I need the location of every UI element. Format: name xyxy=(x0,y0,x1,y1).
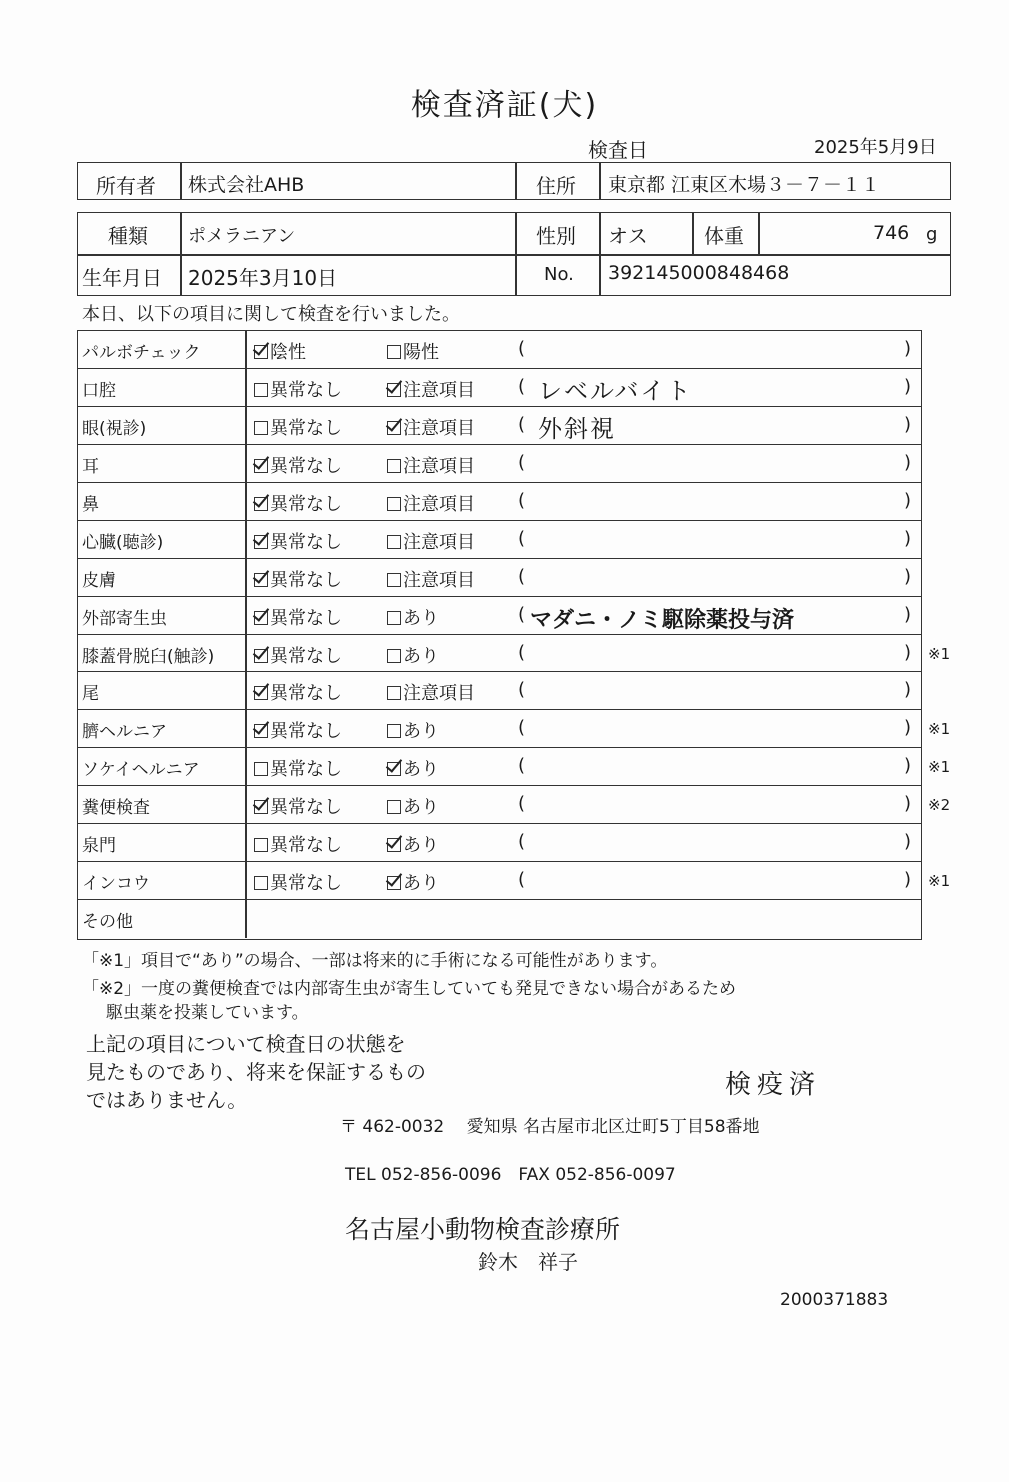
option-attention[interactable] xyxy=(387,717,439,743)
option-label: あり xyxy=(403,873,439,895)
checkbox-icon[interactable] xyxy=(387,649,401,663)
paren-close: ) xyxy=(904,413,912,435)
option-label: 注意項目 xyxy=(403,531,475,553)
checkbox-icon[interactable] xyxy=(254,383,268,397)
row-label: 糞便検査 xyxy=(82,798,150,819)
checked-box-icon[interactable] xyxy=(254,345,268,359)
option-attention[interactable] xyxy=(387,642,439,668)
paren-open: ( xyxy=(518,793,526,815)
option-label: 異常なし xyxy=(270,379,342,401)
option-normal[interactable] xyxy=(254,452,342,478)
option-label: 注意項目 xyxy=(403,455,475,477)
checkbox-icon[interactable] xyxy=(387,535,401,549)
checked-box-icon[interactable] xyxy=(254,649,268,663)
option-label: 異常なし xyxy=(270,417,342,439)
row-label: 眼(視診) xyxy=(82,418,147,439)
option-label: 異常なし xyxy=(270,569,342,591)
checked-box-icon[interactable] xyxy=(387,421,401,435)
paren-open: ( xyxy=(518,717,526,739)
intro-text: 本日、以下の項目に関して検査を行いました。 xyxy=(82,304,460,325)
table-row xyxy=(78,900,921,938)
checked-box-icon[interactable] xyxy=(254,724,268,738)
option-normal[interactable] xyxy=(254,793,342,819)
option-label: あり xyxy=(403,721,439,743)
footnote-2-line2: 駆虫薬を投薬しています。 xyxy=(106,1003,309,1023)
table-row xyxy=(78,635,951,673)
paren-close: ) xyxy=(904,603,912,625)
option-label: 異常なし xyxy=(270,607,342,629)
option-normal[interactable] xyxy=(254,376,342,402)
person-name: 鈴木 祥子 xyxy=(478,1250,578,1274)
checked-box-icon[interactable] xyxy=(254,611,268,625)
paren-open: ( xyxy=(518,489,526,511)
table-row xyxy=(78,483,921,521)
quarantine-stamp: 検疫済 xyxy=(725,1070,822,1100)
table-row xyxy=(78,521,921,559)
checked-box-icon[interactable] xyxy=(387,762,401,776)
option-label: 異常なし xyxy=(270,721,342,743)
option-label: 注意項目 xyxy=(403,493,475,515)
row-label: 皮膚 xyxy=(82,570,116,591)
option-label: あり xyxy=(403,607,439,629)
option-attention[interactable] xyxy=(387,566,475,592)
owner-value: 株式会社AHB xyxy=(188,174,305,196)
option-normal[interactable] xyxy=(254,414,342,440)
option-attention[interactable] xyxy=(387,679,475,705)
row-note: マダニ・ノミ駆除薬投与済 xyxy=(530,607,795,633)
checkbox-icon[interactable] xyxy=(387,686,401,700)
inspection-date-value: 2025年5月9日 xyxy=(814,137,937,158)
option-attention[interactable] xyxy=(387,604,439,630)
paren-open: ( xyxy=(518,869,526,891)
option-normal[interactable] xyxy=(254,755,342,781)
row-label: 耳 xyxy=(82,456,99,477)
sex-label: 性別 xyxy=(536,224,576,248)
certification-text xyxy=(86,1030,426,1114)
option-normal[interactable] xyxy=(254,642,342,668)
paren-close: ) xyxy=(904,717,912,739)
certification-line: 見たものであり、将来を保証するもの xyxy=(86,1060,426,1084)
row-label: その他 xyxy=(82,912,133,933)
option-label: 異常なし xyxy=(270,759,342,781)
option-label: 異常なし xyxy=(270,835,342,857)
row-label: 口腔 xyxy=(82,380,116,401)
paren-close: ) xyxy=(904,641,912,663)
paren-close: ) xyxy=(904,869,912,891)
owner-label: 所有者 xyxy=(96,174,156,198)
animal-box xyxy=(77,212,951,296)
breed-value: ポメラニアン xyxy=(188,226,296,247)
option-label: 注意項目 xyxy=(403,569,475,591)
checkbox-icon[interactable] xyxy=(387,611,401,625)
option-label: 異常なし xyxy=(270,455,342,477)
no-label: No. xyxy=(544,264,574,285)
sex-value: オス xyxy=(608,224,648,248)
paren-close: ) xyxy=(904,375,912,397)
option-label: 注意項目 xyxy=(403,379,475,401)
option-normal[interactable] xyxy=(254,490,342,516)
option-label: あり xyxy=(403,645,439,667)
table-row xyxy=(78,331,921,369)
option-label: 異常なし xyxy=(270,531,342,553)
row-label: 臍ヘルニア xyxy=(82,722,167,743)
checkbox-icon[interactable] xyxy=(254,838,268,852)
checked-box-icon[interactable] xyxy=(254,459,268,473)
owner-address: 東京都 江東区木場３－７－１１ xyxy=(608,174,881,196)
checked-box-icon[interactable] xyxy=(387,838,401,852)
checked-box-icon[interactable] xyxy=(254,573,268,587)
table-row xyxy=(78,559,921,597)
row-label: 鼻 xyxy=(82,494,99,515)
table-row xyxy=(78,597,921,635)
option-label: あり xyxy=(403,759,439,781)
row-note: 外斜視 xyxy=(538,414,616,443)
option-attention[interactable] xyxy=(387,338,439,364)
row-label: 外部寄生虫 xyxy=(82,608,167,629)
footnote-mark: ※1 xyxy=(928,720,951,739)
clinic-name: 名古屋小動物検査診療所 xyxy=(345,1215,621,1244)
table-row xyxy=(78,369,921,407)
footnote-mark: ※1 xyxy=(928,872,951,891)
paren-close: ) xyxy=(904,338,912,359)
paren-close: ) xyxy=(904,451,912,473)
option-attention[interactable] xyxy=(387,831,439,857)
row-label: ソケイヘルニア xyxy=(82,760,200,781)
row-label: インコウ xyxy=(82,874,150,895)
footnote-1: 「※1」項目で“あり”の場合、一部は将来的に手術になる可能性があります。 xyxy=(82,951,668,971)
checkbox-icon[interactable] xyxy=(254,876,268,890)
clinic-address: 〒 462-0032 愛知県 名古屋市北区辻町5丁目58番地 xyxy=(340,1117,760,1137)
option-label: 異常なし xyxy=(270,873,342,895)
certification-line: ではありません。 xyxy=(86,1088,248,1112)
owner-box xyxy=(77,162,951,200)
row-label: 膝蓋骨脱臼(触診) xyxy=(82,646,215,667)
inspection-table xyxy=(77,330,951,940)
paren-close: ) xyxy=(904,527,912,549)
option-normal[interactable] xyxy=(254,566,342,592)
option-attention[interactable] xyxy=(387,452,475,478)
table-row xyxy=(78,445,921,483)
footnote-2-line1: 「※2」一度の糞便検査では内部寄生虫が寄生していても発見できない場合があるため xyxy=(82,979,737,999)
weight-unit: g xyxy=(926,224,938,245)
option-attention[interactable] xyxy=(387,414,475,440)
option-normal[interactable] xyxy=(254,831,342,857)
paren-open: ( xyxy=(518,338,526,359)
option-label: 異常なし xyxy=(270,645,342,667)
option-attention[interactable] xyxy=(387,376,475,402)
row-note: レベルバイト xyxy=(538,376,693,405)
table-row xyxy=(78,672,921,710)
option-normal[interactable] xyxy=(254,679,342,705)
table-row xyxy=(78,710,951,748)
option-label: 異常なし xyxy=(270,683,342,705)
checked-box-icon[interactable] xyxy=(254,497,268,511)
option-label: あり xyxy=(403,835,439,857)
birth-label: 生年月日 xyxy=(82,266,162,290)
option-attention[interactable] xyxy=(387,793,439,819)
checked-box-icon[interactable] xyxy=(254,686,268,700)
table-row xyxy=(78,786,951,824)
table-row xyxy=(78,862,951,900)
option-normal[interactable] xyxy=(254,338,306,364)
option-attention[interactable] xyxy=(387,528,475,554)
address-label: 住所 xyxy=(536,174,576,198)
paren-open: ( xyxy=(518,451,526,473)
checkbox-icon[interactable] xyxy=(387,724,401,738)
footnote-mark: ※1 xyxy=(928,644,951,663)
row-label: 泉門 xyxy=(82,836,116,857)
paren-close: ) xyxy=(904,565,912,587)
paren-open: ( xyxy=(518,565,526,587)
checked-box-icon[interactable] xyxy=(254,535,268,549)
option-attention[interactable] xyxy=(387,869,439,895)
page-title: 検査済証(犬) xyxy=(410,88,599,123)
weight-label: 体重 xyxy=(704,224,744,248)
paren-close: ) xyxy=(904,793,912,815)
row-label: パルボチェック xyxy=(82,343,201,363)
option-label: あり xyxy=(403,797,439,819)
option-label: 異常なし xyxy=(270,493,342,515)
serial-number: 2000371883 xyxy=(780,1290,889,1310)
paren-open: ( xyxy=(518,603,526,625)
clinic-tel-fax: TEL 052-856-0096 FAX 052-856-0097 xyxy=(345,1165,676,1185)
paren-close: ) xyxy=(904,755,912,777)
checkbox-icon[interactable] xyxy=(387,497,401,511)
option-attention[interactable] xyxy=(387,755,439,781)
certification-line: 上記の項目について検査日の状態を xyxy=(86,1032,406,1056)
table-row xyxy=(78,407,921,445)
option-label: 注意項目 xyxy=(403,417,475,439)
birth-value: 2025年3月10日 xyxy=(188,266,338,290)
footnote-mark: ※1 xyxy=(928,758,951,777)
row-label: 心臓(聴診) xyxy=(82,532,164,553)
paren-open: ( xyxy=(518,527,526,549)
option-normal[interactable] xyxy=(254,869,342,895)
option-label: 陽性 xyxy=(403,342,439,363)
checkbox-icon[interactable] xyxy=(254,421,268,435)
row-label: 尾 xyxy=(82,684,99,705)
paren-close: ) xyxy=(904,489,912,511)
option-normal[interactable] xyxy=(254,604,342,630)
paren-open: ( xyxy=(518,679,526,701)
inspection-date-label: 検査日 xyxy=(588,138,648,162)
option-label: 異常なし xyxy=(270,797,342,819)
checked-box-icon[interactable] xyxy=(387,876,401,890)
option-label: 注意項目 xyxy=(403,683,475,705)
checkbox-icon[interactable] xyxy=(387,459,401,473)
table-row xyxy=(78,748,951,786)
paren-open: ( xyxy=(518,375,526,397)
paren-close: ) xyxy=(904,679,912,701)
option-label: 陰性 xyxy=(270,342,306,363)
paren-open: ( xyxy=(518,831,526,853)
option-attention[interactable] xyxy=(387,490,475,516)
checkbox-icon[interactable] xyxy=(387,800,401,814)
checkbox-icon[interactable] xyxy=(387,345,401,359)
no-value: 392145000848468 xyxy=(608,262,790,284)
option-normal[interactable] xyxy=(254,528,342,554)
breed-label: 種類 xyxy=(108,224,148,248)
checked-box-icon[interactable] xyxy=(387,383,401,397)
footnote-mark: ※2 xyxy=(928,796,951,815)
weight-value: 746 xyxy=(873,222,910,244)
paren-close: ) xyxy=(904,831,912,853)
paren-open: ( xyxy=(518,755,526,777)
table-row xyxy=(78,824,921,862)
paren-open: ( xyxy=(518,641,526,663)
checked-box-icon[interactable] xyxy=(254,800,268,814)
checkbox-icon[interactable] xyxy=(387,573,401,587)
paren-open: ( xyxy=(518,413,526,435)
option-normal[interactable] xyxy=(254,717,342,743)
checkbox-icon[interactable] xyxy=(254,762,268,776)
